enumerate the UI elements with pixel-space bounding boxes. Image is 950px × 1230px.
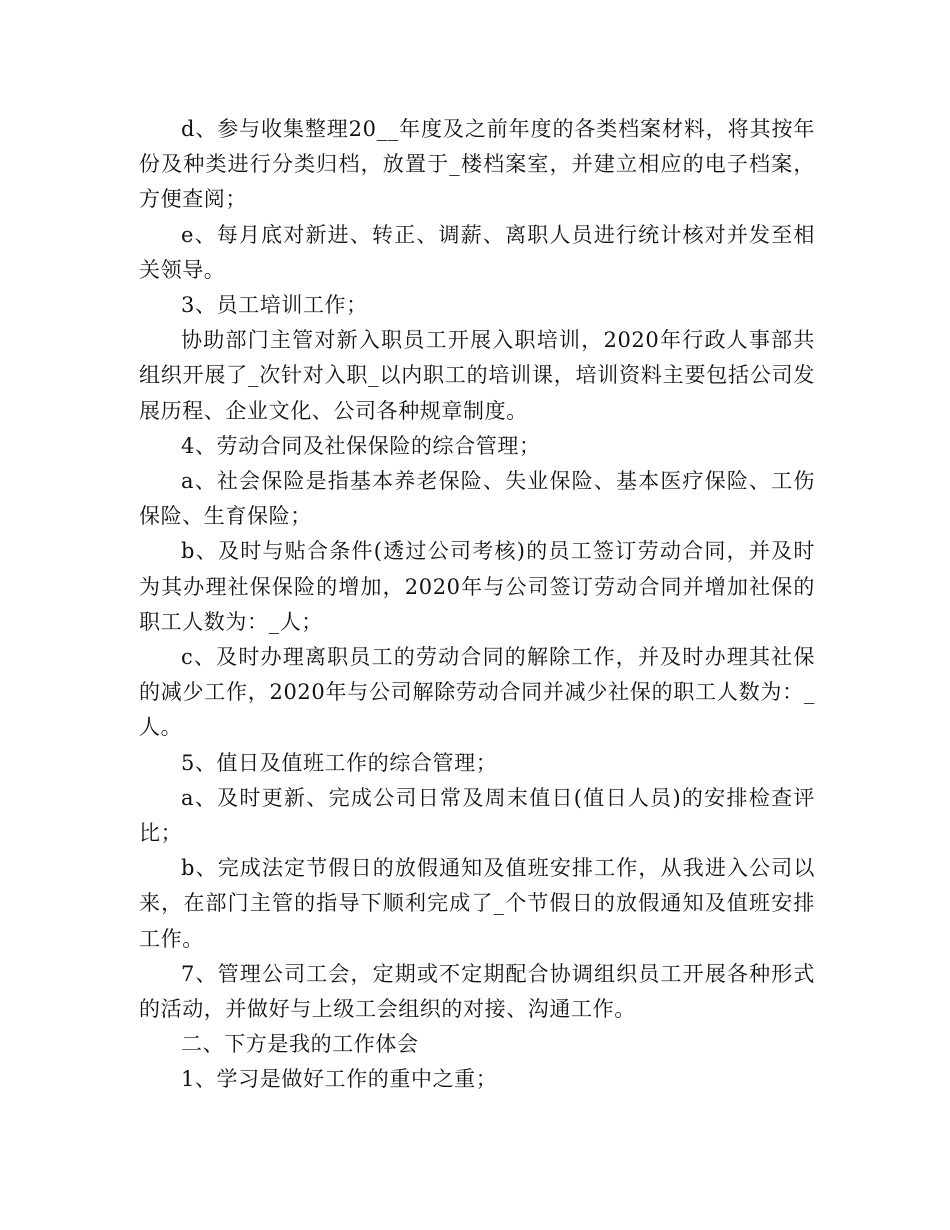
heading-section-2-experience: 二、下方是我的工作体会 (181, 1032, 419, 1057)
paragraph-b-contract-signing: b、及时与贴合条件(透过公司考核)的员工签订劳动合同，并及时为其办理社保保险的增加，2020年与公司签订劳动合同并增加社保的职工人数为：_人； (139, 539, 815, 634)
paragraph-a-social-insurance: a、社会保险是指基本养老保险、失业保险、基本医疗保险、工伤保险、生育保险； (139, 469, 815, 529)
heading-3-staff-training: 3、员工培训工作； (181, 293, 368, 318)
paragraph-a-duty-schedule: a、及时更新、完成公司日常及周末值日(值日人员)的安排检查评比； (139, 785, 815, 846)
heading-4-labor-contracts: 4、劳动合同及社保保险的综合管理； (181, 433, 541, 458)
heading-5-duty-management: 5、值日及值班工作的综合管理； (181, 750, 498, 775)
paragraph-e-monthly-statistics: e、每月底对新进、转正、调薪、离职人员进行统计核对并发至相关领导。 (139, 222, 815, 282)
paragraph-c-contract-termination: c、及时办理离职员工的劳动合同的解除工作，并及时办理其社保的减少工作，2020年与公司解除劳动合同并减少社保的职工人数为：_人。 (139, 645, 815, 740)
paragraph-7-labor-union: 7、管理公司工会，定期或不定期配合协调组织员工开展各种形式的活动，并做好与上级工会组织的对接、沟通工作。 (139, 961, 815, 1022)
paragraph-b-holiday-notices: b、完成法定节假日的放假通知及值班安排工作，从我进入公司以来，在部门主管的指导下顺利完成了_个节假日的放假通知及值班安排工作。 (139, 856, 815, 951)
paragraph-d-archives: d、参与收集整理20__年度及之前年度的各类档案材料，将其按年份及种类进行分类归档，放置于_楼档案室，并建立相应的电子档案，方便查阅； (139, 117, 815, 212)
heading-1-learning: 1、学习是做好工作的重中之重； (181, 1067, 498, 1092)
document-body (139, 112, 815, 1098)
paragraph-training-details: 协助部门主管对新入职员工开展入职培训，2020年行政人事部共组织开展了_次针对入职_以内职工的培训课，培训资料主要包括公司发展历程、企业文化、公司各种规章制度。 (139, 328, 815, 423)
